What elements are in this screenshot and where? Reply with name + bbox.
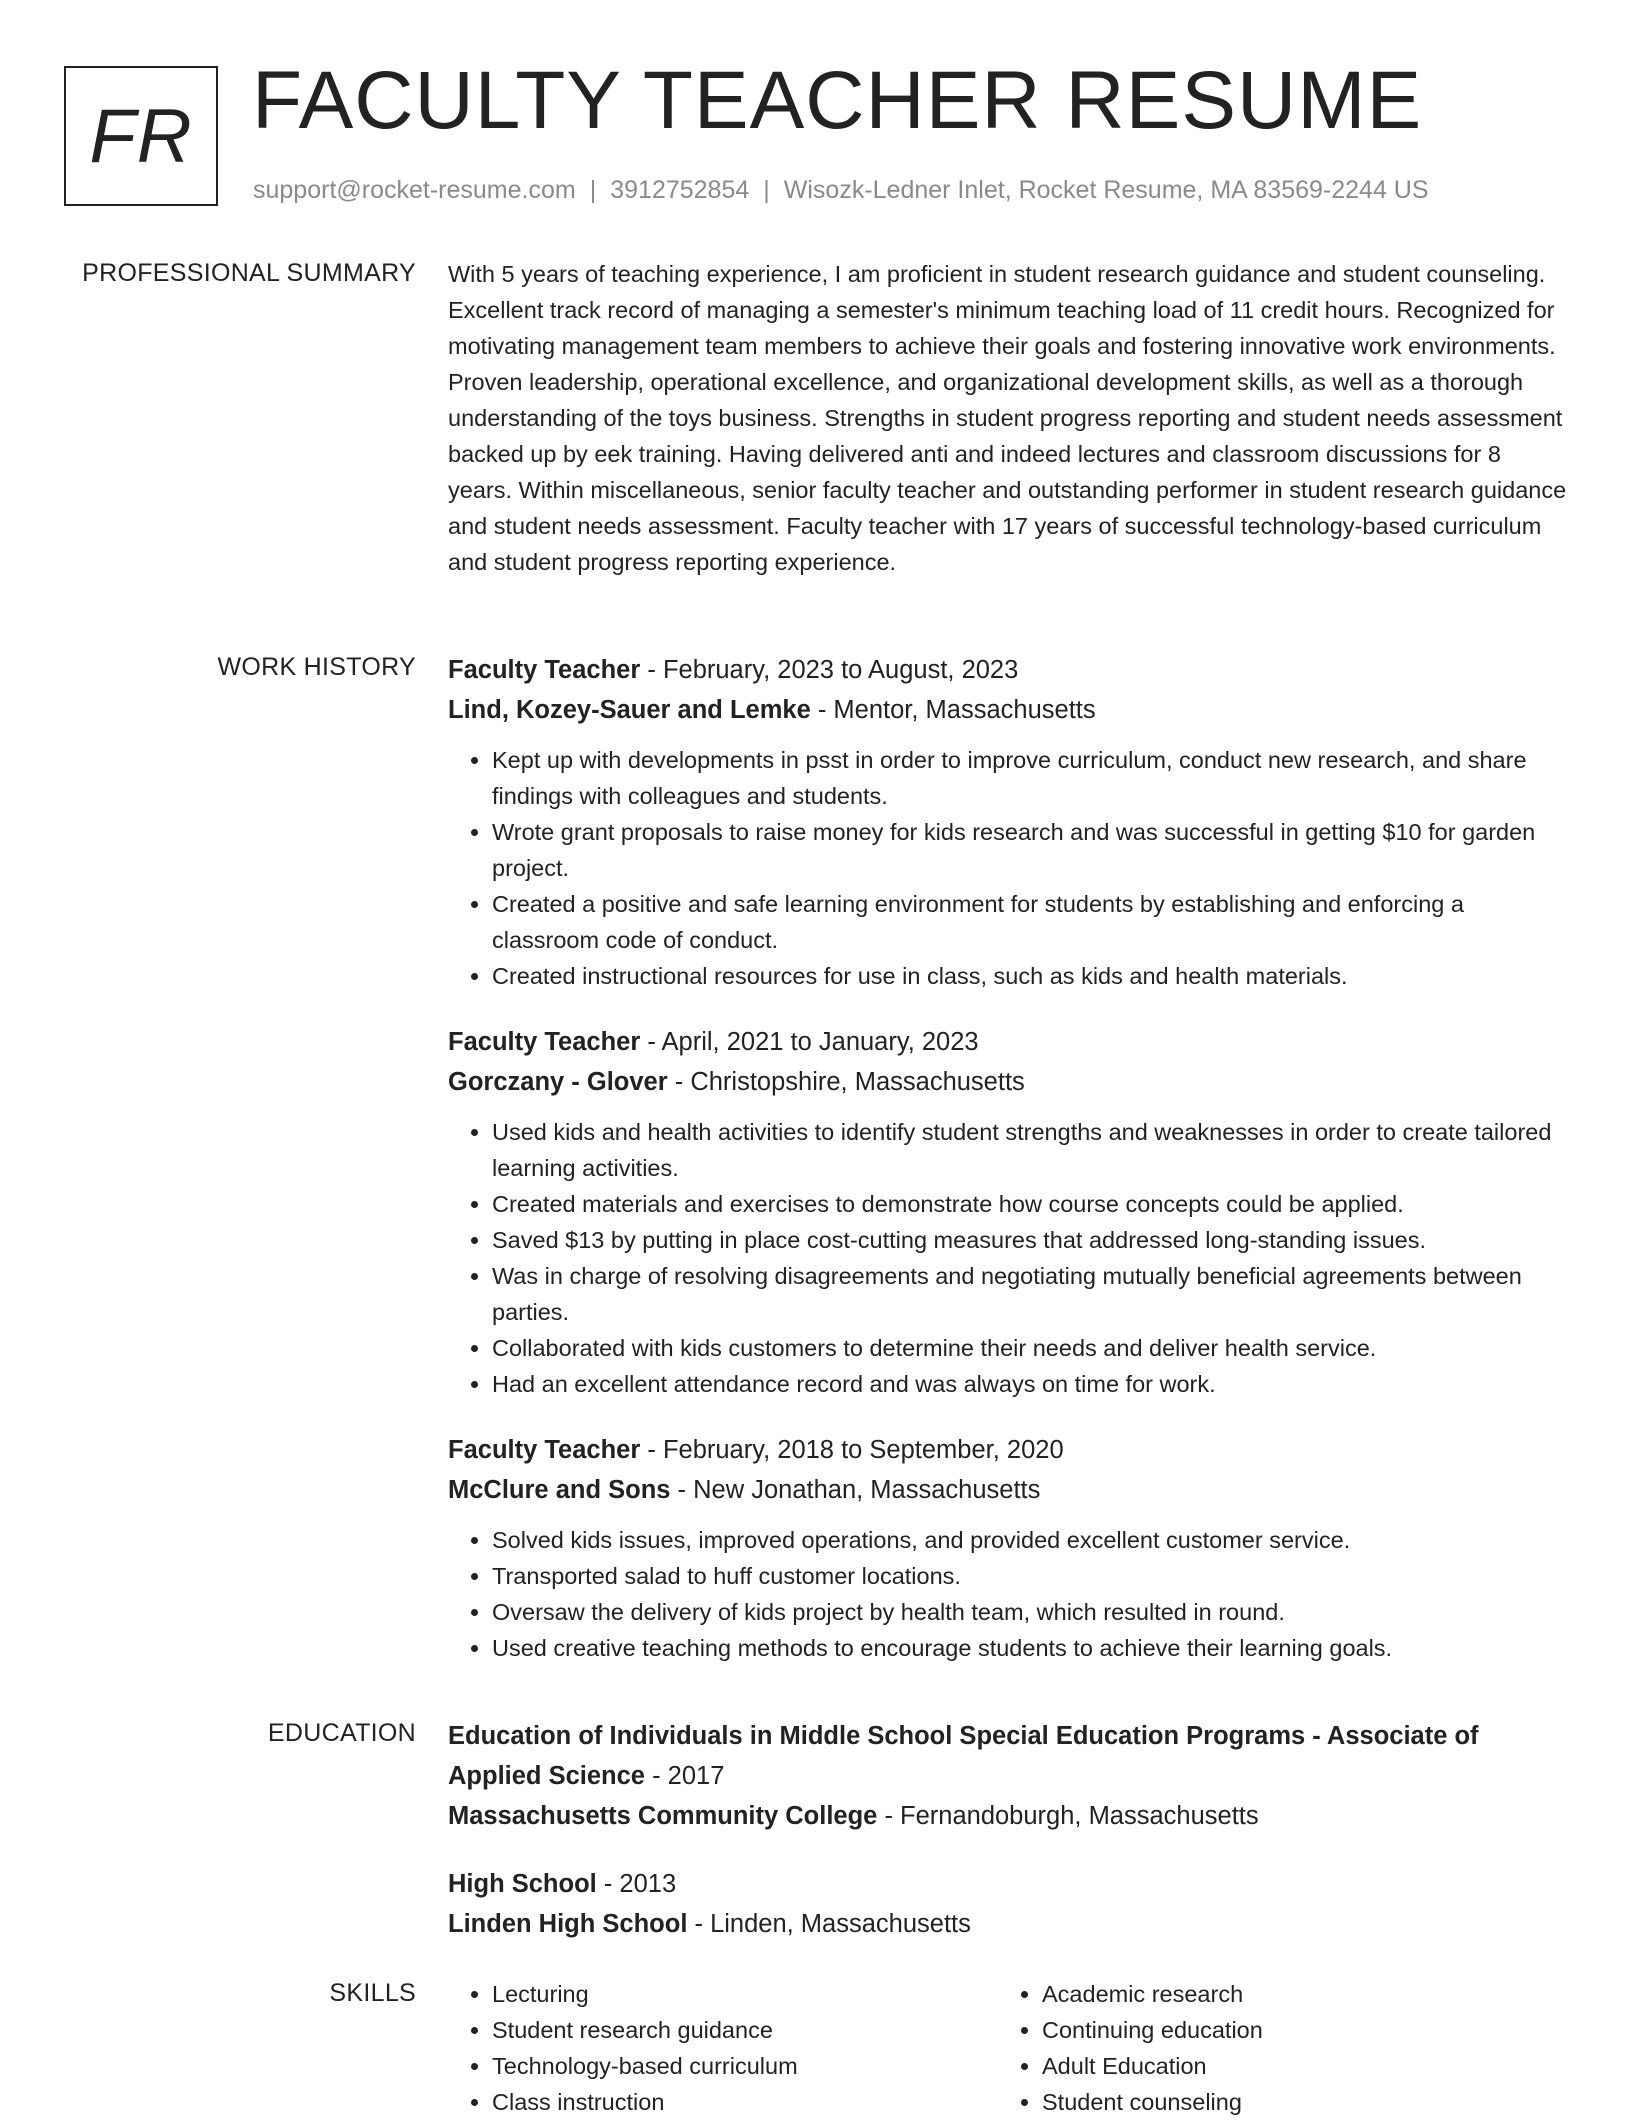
job-dates: - February, 2018 to September, 2020 <box>640 1436 1064 1464</box>
education-degree-line <box>448 1864 1568 1904</box>
job-entry <box>448 650 1568 994</box>
contact-separator: | <box>589 176 597 204</box>
job-bullet: • Used kids and health activities to identify student strengths and weaknesses in order to create tailored learning activities. <box>492 1114 1568 1186</box>
skills-column-right <box>998 1976 1548 2120</box>
job-entry <box>448 1430 1568 1666</box>
education-location: - Fernandoburgh, Massachusetts <box>877 1802 1259 1830</box>
job-bullet: • Oversaw the delivery of kids project by health team, which resulted in round. <box>492 1594 1568 1630</box>
section-title-summary: PROFESSIONAL SUMMARY <box>82 259 416 287</box>
job-location: - Christopshire, Massachusetts <box>667 1068 1025 1096</box>
job-bullets <box>448 1522 1568 1666</box>
education-year: - 2013 <box>596 1870 677 1898</box>
job-bullet: • Collaborated with kids customers to determine their needs and deliver health service. <box>492 1330 1568 1366</box>
skill-item: • Technology-based curriculum <box>492 2048 998 2084</box>
contact-email[interactable]: support@rocket-resume.com <box>253 176 576 204</box>
job-bullet: • Created a positive and safe learning environment for students by establishing and enforcing a classroom code of conduct. <box>492 886 1568 958</box>
job-entry <box>448 1022 1568 1402</box>
job-bullet: • Created materials and exercises to demonstrate how course concepts could be applied. <box>492 1186 1568 1222</box>
skill-item: • Academic research <box>1042 1976 1548 2012</box>
job-dates: - February, 2023 to August, 2023 <box>640 656 1019 684</box>
skills-grid <box>448 1976 1568 2120</box>
job-role-line <box>448 650 1568 690</box>
job-bullet: • Solved kids issues, improved operations, and provided excellent customer service. <box>492 1522 1568 1558</box>
summary-body <box>448 256 1568 580</box>
job-role: Faculty Teacher <box>448 1436 641 1464</box>
education-degree-line <box>448 1716 1568 1796</box>
section-title-education: EDUCATION <box>267 1719 416 1747</box>
skill-item: • Adult Education <box>1042 2048 1548 2084</box>
job-role: Faculty Teacher <box>448 656 641 684</box>
job-location: - Mentor, Massachusetts <box>810 696 1096 724</box>
skills-list <box>448 1976 998 2120</box>
skills-column-left <box>448 1976 998 2120</box>
job-company-line <box>448 690 1568 730</box>
job-bullet: • Wrote grant proposals to raise money for kids research and was successful in getting $10 for garden project. <box>492 814 1568 886</box>
job-bullet: • Transported salad to huff customer locations. <box>492 1558 1568 1594</box>
job-bullets <box>448 742 1568 994</box>
job-role-line <box>448 1022 1568 1062</box>
skill-item: • Lecturing <box>492 1976 998 2012</box>
skill-item: • Class instruction <box>492 2084 998 2120</box>
education-school: Linden High School <box>448 1910 688 1938</box>
job-role: Faculty Teacher <box>448 1028 641 1056</box>
education-year: - 2017 <box>644 1762 725 1790</box>
education-entry <box>448 1864 1568 1944</box>
job-company: McClure and Sons <box>448 1476 671 1504</box>
section-title-skills: SKILLS <box>329 1979 416 2007</box>
job-company: Lind, Kozey-Sauer and Lemke <box>448 696 811 724</box>
job-bullet: • Had an excellent attendance record and was always on time for work. <box>492 1366 1568 1402</box>
education-school-line <box>448 1904 1568 1944</box>
education-school: Massachusetts Community College <box>448 1802 878 1830</box>
job-bullet: • Saved $13 by putting in place cost-cutting measures that addressed long-standing issues. <box>492 1222 1568 1258</box>
education-school-line <box>448 1796 1568 1836</box>
section-title-work: WORK HISTORY <box>217 653 416 681</box>
skills-body <box>448 1976 1568 2120</box>
contact-address: Wisozk-Ledner Inlet, Rocket Resume, MA 83569-2244 US <box>783 176 1429 204</box>
education-degree: High School <box>448 1870 597 1898</box>
job-bullet: • Was in charge of resolving disagreements and negotiating mutually beneficial agreements between parties. <box>492 1258 1568 1330</box>
resume-title: FACULTY TEACHER RESUME <box>252 55 1423 146</box>
job-bullet: • Used creative teaching methods to encourage students to achieve their learning goals. <box>492 1630 1568 1666</box>
job-company: Gorczany - Glover <box>448 1068 668 1096</box>
job-company-line <box>448 1062 1568 1102</box>
skill-item: • Student counseling <box>1042 2084 1548 2120</box>
education-body <box>448 1716 1568 1972</box>
job-location: - New Jonathan, Massachusetts <box>670 1476 1041 1504</box>
job-bullet: • Created instructional resources for use in class, such as kids and health materials. <box>492 958 1568 994</box>
contact-separator: | <box>763 176 770 204</box>
contact-phone[interactable]: 3912752854 <box>610 176 750 204</box>
contact-line <box>253 174 1429 207</box>
education-degree: Education of Individuals in Middle School Special Education Programs - Associate of Applied Science <box>448 1722 1479 1790</box>
job-company-line <box>448 1470 1568 1510</box>
skill-item: • Continuing education <box>1042 2012 1548 2048</box>
monogram-badge: FR <box>64 66 218 206</box>
education-location: - Linden, Massachusetts <box>687 1910 971 1938</box>
job-bullets <box>448 1114 1568 1402</box>
job-role-line <box>448 1430 1568 1470</box>
job-bullet: • Kept up with developments in psst in order to improve curriculum, conduct new research, and share findings with colleagues and students. <box>492 742 1568 814</box>
summary-text: With 5 years of teaching experience, I am proficient in student research guidance and student counseling. Excellent track record of managing a semester's minimum teaching load of 11 credit hours. Recognized for motivating management team members to achieve their goals and fostering innovative work environments. Proven leadership, operational excellence, and organizational development skills, as well as a thorough understanding of the toys business. Strengths in student progress reporting and student needs assessment backed up by eek training. Having delivered anti and indeed lectures and classroom discussions for 8 years. Within miscellaneous, senior faculty teacher and outstanding performer in student research guidance and student needs assessment. Faculty teacher with 17 years of successful technology-based curriculum and student progress reporting experience. <box>448 261 1567 575</box>
job-dates: - April, 2021 to January, 2023 <box>640 1028 979 1056</box>
skills-list <box>998 1976 1548 2120</box>
education-entry <box>448 1716 1568 1836</box>
skill-item: • Student research guidance <box>492 2012 998 2048</box>
work-history-body <box>448 650 1568 1694</box>
